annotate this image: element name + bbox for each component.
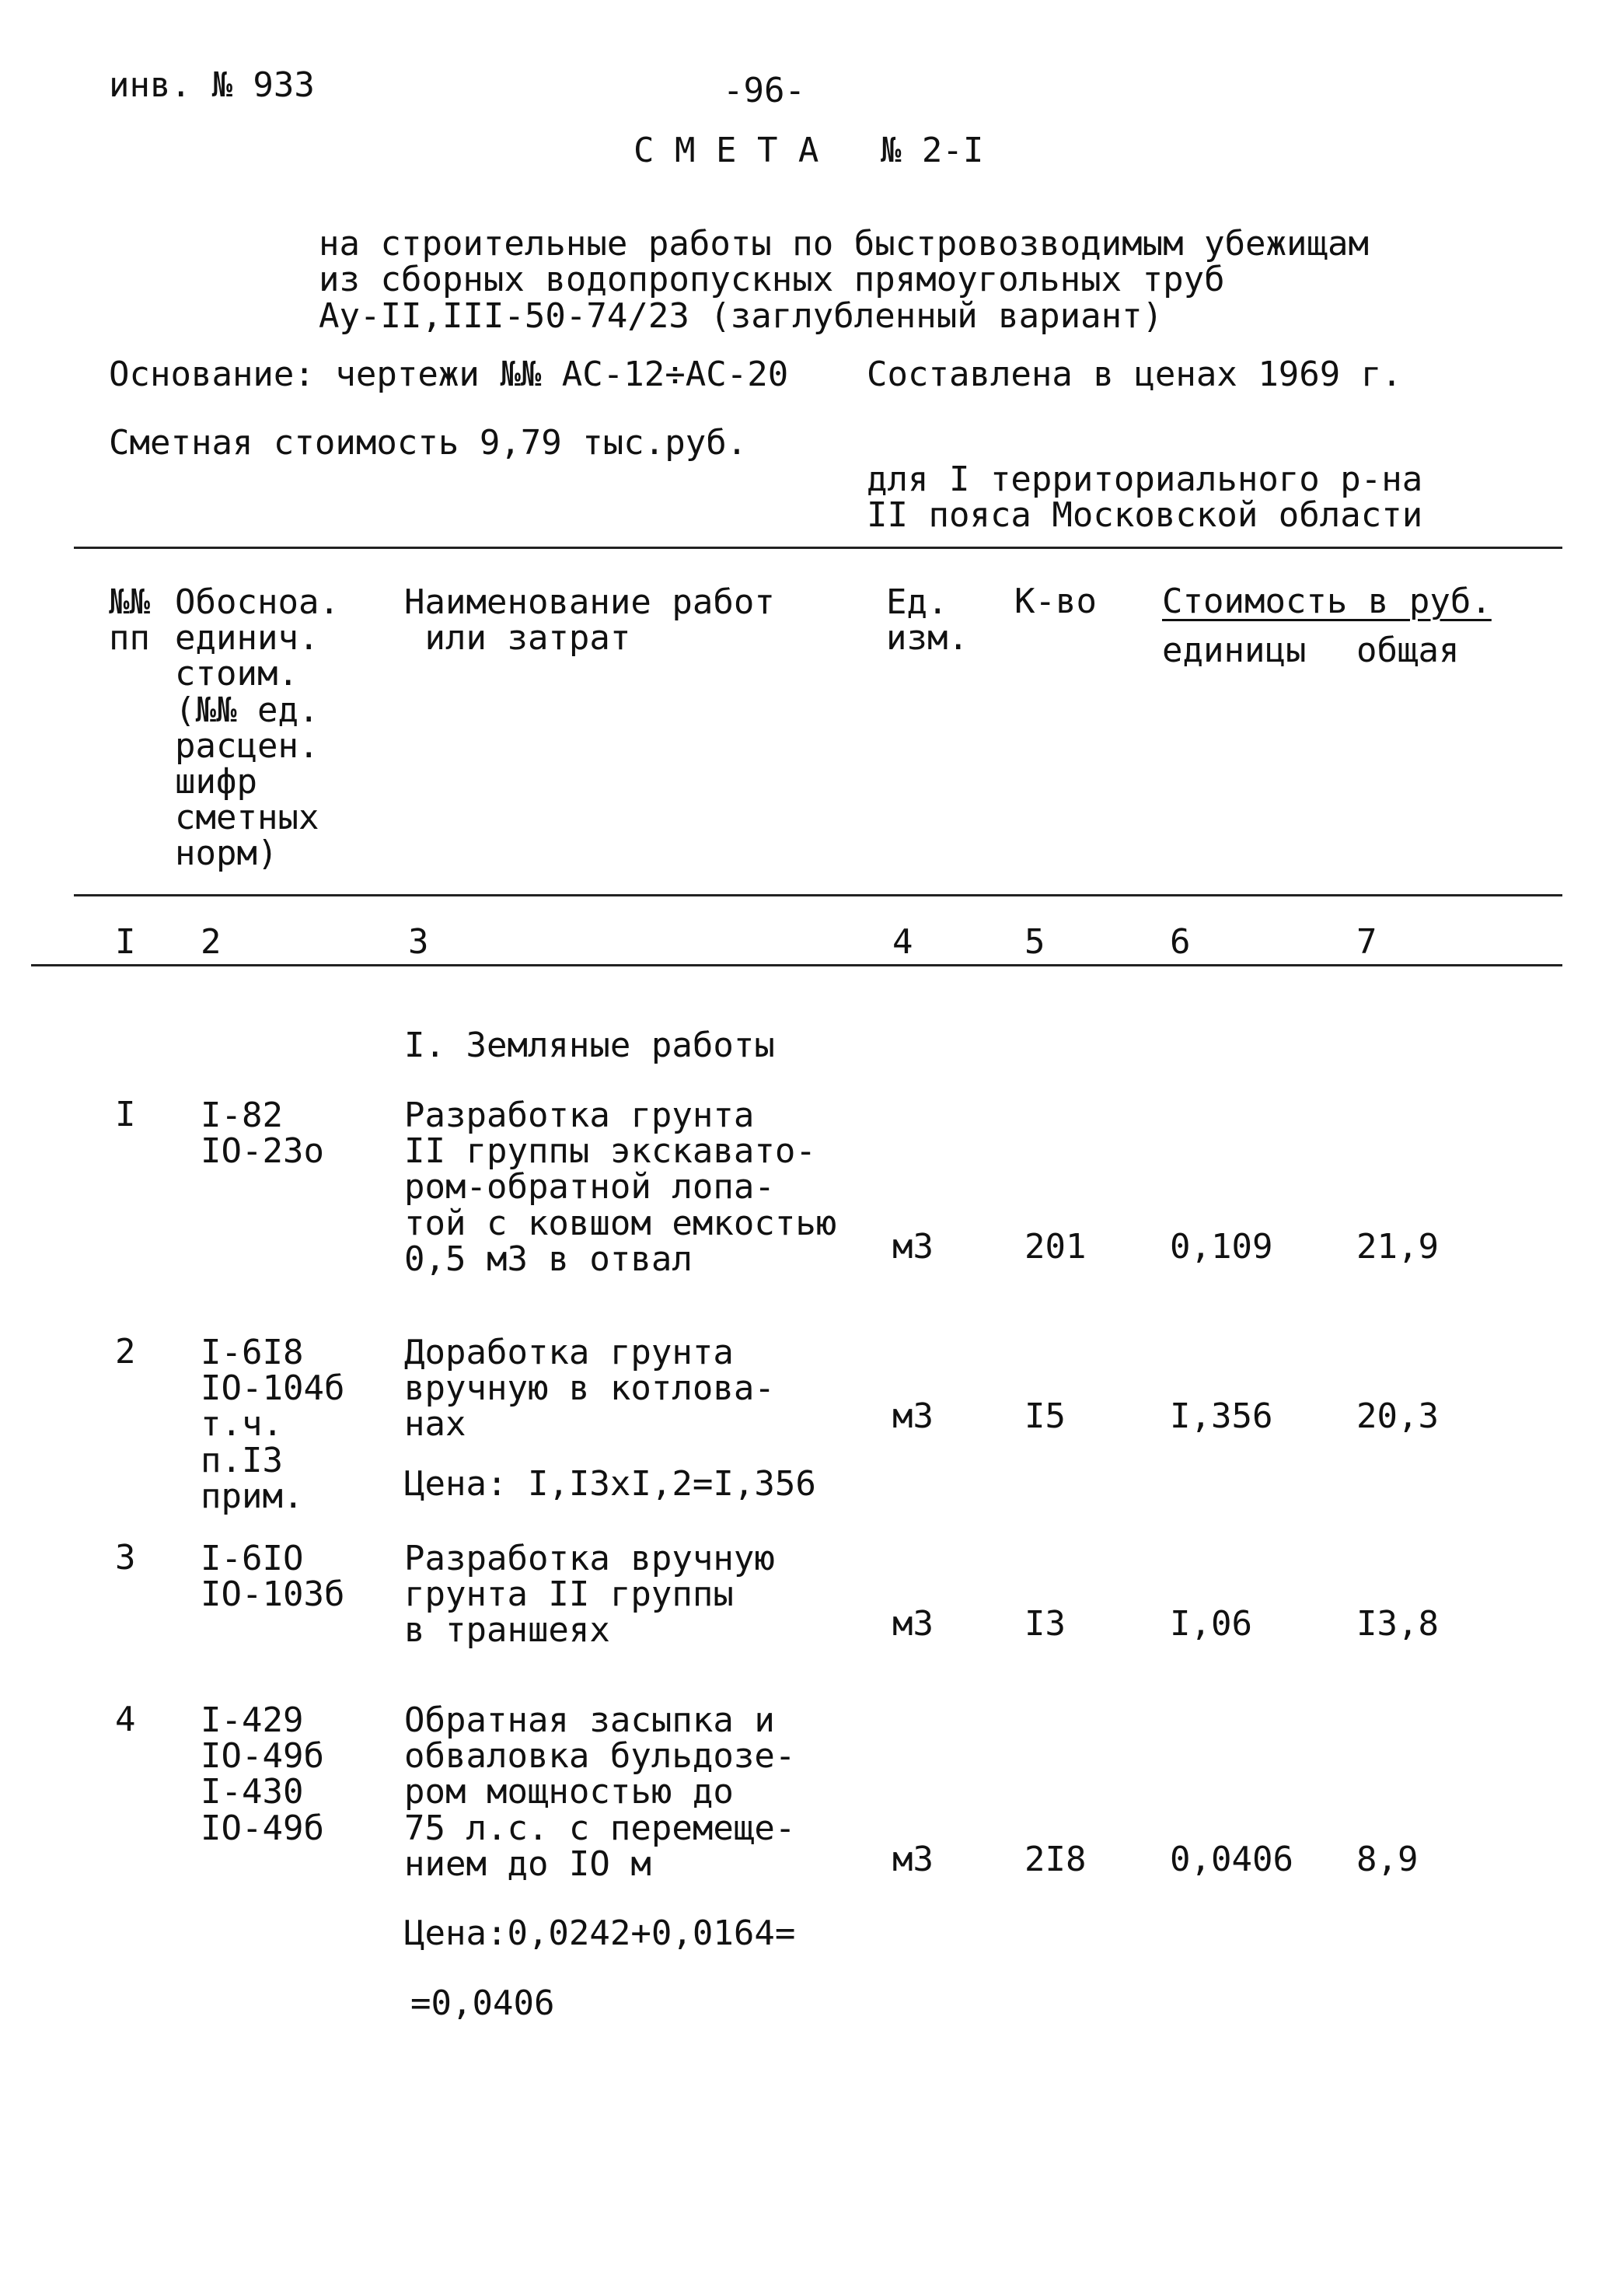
header-cost-group: Стоимость в руб. [1162, 582, 1492, 621]
subtitle-line: из сборных водопропускных прямоугольных труб [319, 260, 1225, 300]
col-number-5: 5 [1024, 922, 1045, 962]
row-3-qty: I3 [1024, 1604, 1066, 1644]
document-title: С М Е Т А № 2-I [633, 131, 984, 170]
row-2-name: Доработка грунта вручную в котлова- нах [404, 1333, 775, 1445]
col-number-6: 6 [1170, 922, 1191, 962]
row-2-total: 20,3 [1356, 1396, 1439, 1436]
col-number-1: I [115, 922, 136, 962]
header-col-qty: К-во [1014, 582, 1097, 621]
row-2-number: 2 [115, 1332, 136, 1372]
col-number-2: 2 [201, 922, 222, 962]
row-3-code: I-6IO IO-103б [201, 1539, 345, 1615]
row-2-unit-cost: I,356 [1170, 1396, 1273, 1436]
header-col-unit-cost: единицы [1162, 631, 1307, 670]
region-line: для I территориального р-на [867, 460, 1423, 500]
inventory-number: инв. № 933 [109, 65, 315, 105]
subtitle-line: на строительные работы по быстровозводимым убежищам [319, 224, 1370, 264]
row-3-total: I3,8 [1356, 1604, 1439, 1644]
header-col-number: №№ пп [109, 582, 150, 659]
col-number-7: 7 [1356, 922, 1377, 962]
row-3-unit-cost: I,06 [1170, 1604, 1252, 1644]
row-2-qty: I5 [1024, 1396, 1066, 1436]
row-4-unit-cost: 0,0406 [1170, 1840, 1293, 1879]
row-4-price-note: Цена:0,0242+0,0164= [404, 1913, 796, 1953]
col-number-4: 4 [892, 922, 913, 962]
section-title: I. Земляные работы [404, 1026, 775, 1065]
row-1-number: I [115, 1095, 136, 1134]
row-2-price-note: Цена: I,I3xI,2=I,356 [404, 1464, 816, 1504]
header-col-unit: Ед. изм. [886, 582, 969, 659]
row-1-unit: м3 [892, 1227, 934, 1267]
row-1-unit-cost: 0,109 [1170, 1227, 1273, 1267]
compiled-prices-line: Составлена в ценах 1969 г. [867, 355, 1402, 394]
region-lines [867, 426, 1422, 534]
row-4-code: I-429 IO-49б I-430 IO-49б [201, 1700, 324, 1848]
row-4-price-note-result: =0,0406 [410, 1983, 555, 2023]
row-1-qty: 201 [1024, 1227, 1087, 1267]
row-1-code: I-82 IO-23о [201, 1096, 324, 1172]
header-bottom-rule [74, 894, 1562, 896]
row-3-name: Разработка вручную грунта II группы в траншеях [404, 1539, 775, 1651]
row-1-total: 21,9 [1356, 1227, 1439, 1267]
row-4-total: 8,9 [1356, 1840, 1419, 1879]
header-col-name: Наименование работ или затрат [404, 582, 775, 659]
col-number-3: 3 [408, 922, 429, 962]
row-2-unit: м3 [892, 1396, 934, 1436]
subtitle-line: Ау-II,III-50-74/23 (заглубленный вариант) [319, 295, 1164, 336]
col-number-rule [31, 964, 1562, 966]
row-3-unit: м3 [892, 1604, 934, 1644]
row-2-code: I-6I8 IO-104б т.ч. п.I3 прим. [201, 1333, 345, 1516]
row-1-name: Разработка грунта II группы экскавато- ром-обратной лопа- той с ковшом емкостью 0,5 м3 в отвал [404, 1096, 837, 1279]
header-col-basis: Обосноа. единич. стоим. (№№ ед. расцен. шифр сметных норм) [175, 582, 340, 874]
row-4-qty: 2I8 [1024, 1840, 1087, 1879]
row-4-name: Обратная засыпка и обваловка бульдозе- ром мощностью до 75 л.с. с перемеще- нием до IO м [404, 1700, 796, 1884]
basis-line: Основание: чертежи №№ АС-12÷АС-20 [109, 355, 789, 394]
region-line: II пояса Московской области [867, 495, 1423, 536]
row-4-number: 4 [115, 1700, 136, 1739]
header-col-total: общая [1356, 631, 1460, 670]
row-4-unit: м3 [892, 1840, 934, 1879]
table-top-rule [74, 547, 1562, 549]
document-subtitle [319, 190, 1369, 334]
row-3-number: 3 [115, 1538, 136, 1578]
estimated-cost-line: Сметная стоимость 9,79 тыс.руб. [109, 423, 748, 463]
page-number: -96- [723, 71, 805, 110]
